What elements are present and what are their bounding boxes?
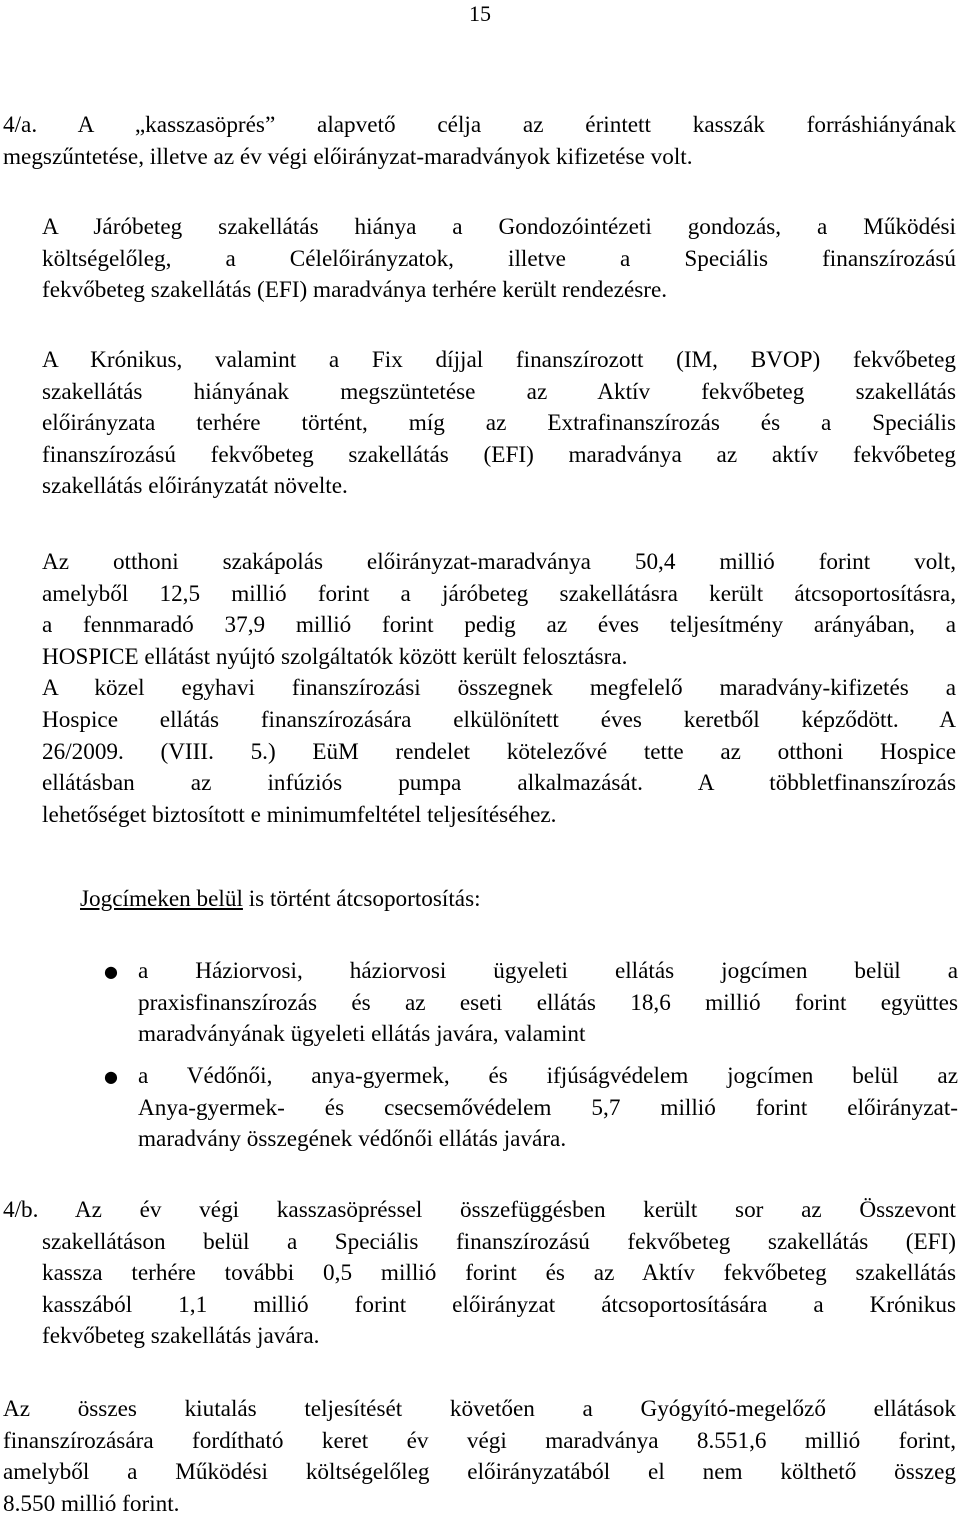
text-line: fekvőbeteg szakellátás javára.	[42, 1323, 320, 1350]
text-line: megszűntetése, illetve az év végi előirányzat-maradványok kifizetése volt.	[3, 143, 693, 170]
text-line: lehetőséget biztosított e minimumfeltétel teljesítéséhez.	[42, 801, 557, 828]
text-line: ellátásban az infúziós pumpa alkalmazását. A többletfinanszírozás	[42, 770, 956, 797]
text-line: fekvőbeteg szakellátás (EFI) maradványa terhére került rendezésre.	[42, 277, 668, 304]
text-line: Az összes kiutalás teljesítését követően a Gyógyító-megelőző ellátások	[3, 1396, 956, 1422]
text-line: a Háziorvosi, háziorvosi ügyeleti ellátás jogcímen belül a	[138, 958, 958, 984]
text-line: kassza terhére további 0,5 millió forint és az Aktív fekvőbeteg szakellátás	[42, 1260, 956, 1287]
text-line: 4/b. Az év végi kasszasöpréssel összefüggésben került sor az Összevont	[3, 1197, 956, 1223]
text-line: költségelőleg, a Célelőirányzatok, illetve a Speciális finanszírozású	[42, 245, 956, 272]
text-line: szakellátás hiányának megszüntetése az Aktív fekvőbeteg szakellátás	[42, 378, 956, 405]
text-line: A Krónikus, valamint a Fix díjjal finanszírozott (IM, BVOP) fekvőbeteg	[42, 347, 956, 373]
paragraph-4b	[3, 1195, 956, 1353]
text-line: 4/a. A „kasszasöprés” alapvető célja az érintett kasszák forráshiányának	[3, 112, 956, 138]
paragraph-kronikus	[42, 345, 956, 503]
text-line: szakellátáson belül a Speciális finanszírozású fekvőbeteg szakellátás (EFI)	[42, 1228, 956, 1255]
bullet-icon: ●	[104, 962, 118, 981]
text-line: 26/2009. (VIII. 5.) EüM rendelet kötelezővé tette az otthoni Hospice	[42, 738, 956, 765]
section-heading	[80, 884, 956, 916]
bullet-item	[104, 956, 958, 1056]
heading-text: is történt átcsoportosítás:	[242, 886, 481, 912]
text-line: finanszírozású fekvőbeteg szakellátás (EFI) maradványa az aktív fekvőbeteg	[42, 441, 956, 468]
bullet-text	[138, 956, 958, 1051]
bullet-text	[138, 1061, 958, 1156]
text-line: kasszából 1,1 millió forint előirányzat átcsoportosítására a Krónikus	[42, 1291, 956, 1318]
paragraph-4a-intro	[3, 110, 956, 173]
paragraph-jarobeteg	[42, 212, 956, 307]
text-line: maradványának ügyeleti ellátás javára, valamint	[138, 1021, 586, 1048]
text-line: a Védőnői, anya-gyermek, és ifjúságvédelem jogcímen belül az	[138, 1063, 958, 1089]
text-line: Az otthoni szakápolás előirányzat-maradványa 50,4 millió forint volt,	[42, 549, 956, 575]
text-line: szakellátás előirányzatát növelte.	[42, 473, 348, 500]
text-line: amelyből 12,5 millió forint a járóbeteg szakellátásra került átcsoportosításra,	[42, 580, 956, 607]
text-line: A közel egyhavi finanszírozási összegnek megfelelő maradvány-kifizetés a	[42, 675, 956, 702]
text-line: Anya-gyermek- és csecsemővédelem 5,7 millió forint előirányzat-	[138, 1094, 958, 1121]
text-line: amelyből a Működési költségelőleg előirányzatából el nem költhető összeg	[3, 1459, 956, 1486]
text-line: praxisfinanszírozás és az eseti ellátás 18,6 millió forint együttes	[138, 989, 958, 1016]
text-line: Hospice ellátás finanszírozására elkülönített éves keretből képződött. A	[42, 706, 956, 733]
text-line: a fennmaradó 37,9 millió forint pedig az éves teljesítmény arányában, a	[42, 612, 956, 639]
page-number: 15	[469, 1, 491, 26]
bullet-item	[104, 1061, 958, 1161]
bullet-icon: ●	[104, 1067, 118, 1086]
text-line: HOSPICE ellátást nyújtó szolgáltatók között került felosztásra.	[42, 643, 628, 670]
text-line: 8.550 millió forint.	[3, 1490, 180, 1517]
text-line: előirányzata terhére történt, míg az Extrafinanszírozás és a Speciális	[42, 410, 956, 437]
text-line: finanszírozására fordítható keret év végi maradványa 8.551,6 millió forint,	[3, 1427, 956, 1454]
text-line: maradvány összegének védőnői ellátás javára.	[138, 1126, 567, 1153]
text-line: A Járóbeteg szakellátás hiánya a Gondozóintézeti gondozás, a Működési	[42, 214, 956, 240]
paragraph-otthoni-szakapolas	[42, 547, 956, 831]
heading-underlined-text: Jogcímeken belül	[80, 886, 243, 912]
paragraph-final	[3, 1394, 956, 1520]
